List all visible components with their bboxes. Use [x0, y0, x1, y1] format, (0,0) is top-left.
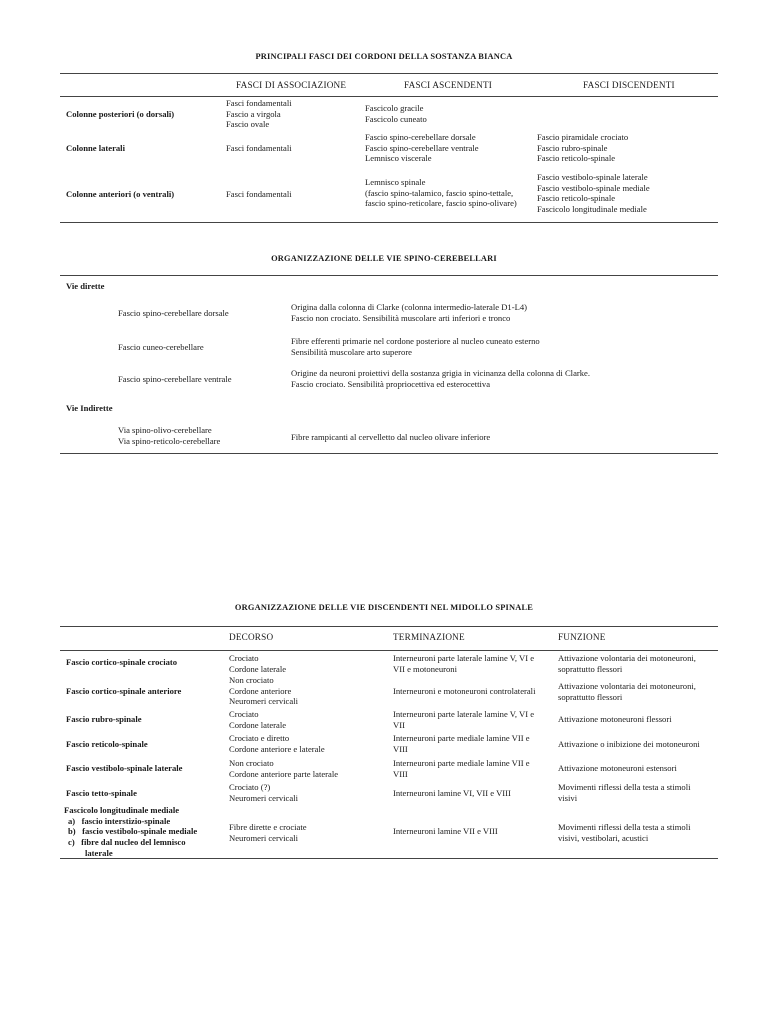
- function-cell: Attivazione o inibizione dei motoneuroni: [558, 739, 700, 749]
- termination-cell: Interneuroni parte mediale lamine VII e VIII: [393, 758, 530, 779]
- function-cell: Attivazione volontaria dei motoneuroni, soprattutto flessori: [558, 653, 696, 674]
- pathway-description: Fibre efferenti primarie nel cordone posteriore al nucleo cuneato esterno Sensibilità muscolare arto superore: [291, 336, 540, 357]
- table1-descending-cell: Fascio vestibolo-spinale laterale Fascio vestibolo-spinale mediale Fascio reticolo-spinale Fascicolo longitudinale mediale: [537, 172, 650, 214]
- table1-header-ascending: FASCI ASCENDENTI: [404, 80, 493, 90]
- course-cell: Crociato e diretto Cordone anteriore e laterale: [229, 733, 325, 754]
- termination-cell: Interneuroni parte laterale lamine V, VI e VII: [393, 709, 535, 730]
- pathway-name: Fascio spino-cerebellare dorsale: [118, 308, 229, 318]
- table1-title: PRINCIPALI FASCI DEI CORDONI DELLA SOSTANZA BIANCA: [255, 52, 513, 61]
- course-cell: Non crociato Cordone anteriore Neuromeri cervicali: [229, 675, 298, 707]
- table1-ascending-cell: Fascio spino-cerebellare dorsale Fascio spino-cerebellare ventrale Lemnisco viscerale: [365, 132, 479, 164]
- sublist-item-continuation: laterale: [85, 848, 113, 858]
- table3-top-rule: [60, 626, 718, 627]
- function-cell: Attivazione volontaria dei motoneuroni, soprattutto flessori: [558, 681, 696, 702]
- termination-cell: Interneuroni lamine VII e VIII: [393, 826, 498, 836]
- sublist-item: a) fascio interstizio-spinale: [68, 816, 171, 826]
- table1-header-rule: [60, 96, 718, 97]
- course-cell: Non crociato Cordone anteriore parte laterale: [229, 758, 339, 779]
- table3-header-course: DECORSO: [229, 632, 274, 642]
- termination-cell: Interneuroni parte mediale lamine VII e VIII: [393, 733, 530, 754]
- table1-bottom-rule: [60, 222, 718, 223]
- table1-ascending-cell: Lemnisco spinale (fascio spino-talamico, fascio spino-tettale, fascio spino-reticolare, fascio spino-olivare): [365, 177, 517, 209]
- table2-title: ORGANIZZAZIONE DELLE VIE SPINO-CEREBELLARI: [271, 254, 497, 263]
- table3-row-label: Fascio vestibolo-spinale laterale: [66, 763, 183, 773]
- table1-header-association: FASCI DI ASSOCIAZIONE: [236, 80, 347, 90]
- table3-header-termination: TERMINAZIONE: [393, 632, 465, 642]
- course-cell: Crociato Cordone laterale: [229, 709, 287, 730]
- pathway-description: Origina dalla colonna di Clarke (colonna intermedio-laterale D1-L4) Fascio non crociato. Sensibilità muscolare arti inferiori e tronco: [291, 302, 527, 323]
- table1-row-label: Colonne anteriori (o ventrali): [66, 189, 175, 199]
- pathway-description: Fibre rampicanti al cervelletto dal nucleo olivare inferiore: [291, 432, 491, 442]
- table3-header-rule: [60, 650, 718, 651]
- section-label-indirect: Vie Indirette: [66, 403, 113, 413]
- table3-row-label: Fascio cortico-spinale anteriore: [66, 686, 182, 696]
- course-cell: Fibre dirette e crociate Neuromeri cervicali: [229, 822, 307, 843]
- table1-descending-cell: Fascio piramidale crociato Fascio rubro-spinale Fascio reticolo-spinale: [537, 132, 629, 164]
- termination-cell: Interneuroni e motoneuroni controlaterali: [393, 686, 536, 696]
- section-label-direct: Vie dirette: [66, 281, 105, 291]
- table2-bottom-rule: [60, 453, 718, 454]
- pathway-name: Fascio cuneo-cerebellare: [118, 342, 204, 352]
- table3-title: ORGANIZZAZIONE DELLE VIE DISCENDENTI NEL MIDOLLO SPINALE: [234, 603, 534, 612]
- table1-association-cell: Fasci fondamentali: [226, 143, 292, 153]
- termination-cell: Interneuroni parte laterale lamine V, VI e VII e motoneuroni: [393, 653, 535, 674]
- function-cell: Movimenti riflessi della testa a stimoli visivi: [558, 782, 691, 803]
- table1-association-cell: Fasci fondamentali: [226, 189, 292, 199]
- table3-row-label: Fascio tetto-spinale: [66, 788, 137, 798]
- table1-association-cell: Fasci fondamentali Fascio a virgola Fascio ovale: [226, 98, 292, 130]
- table1-ascending-cell: Fascicolo gracile Fascicolo cuneato: [365, 103, 427, 124]
- table2-top-rule: [60, 275, 718, 276]
- function-cell: Movimenti riflessi della testa a stimoli visivi, vestibolari, acustici: [558, 822, 691, 843]
- pathway-name: Fascio spino-cerebellare ventrale: [118, 374, 232, 384]
- table1-top-rule: [60, 73, 718, 74]
- sublist-item: c) fibre dal nucleo del lemnisco: [68, 837, 186, 847]
- table1-header-descending: FASCI DISCENDENTI: [583, 80, 675, 90]
- course-cell: Crociato (?) Neuromeri cervicali: [229, 782, 298, 803]
- termination-cell: Interneuroni lamine VI, VII e VIII: [393, 788, 511, 798]
- course-cell: Crociato Cordone laterale: [229, 653, 287, 674]
- table3-header-function: FUNZIONE: [558, 632, 606, 642]
- table1-row-label: Colonne posteriori (o dorsali): [66, 109, 175, 119]
- table3-row-label: Fascicolo longitudinale mediale: [64, 805, 180, 815]
- sublist-item: b) fascio vestibolo-spinale mediale: [68, 826, 198, 836]
- pathway-name: Via spino-olivo-cerebellare Via spino-reticolo-cerebellare: [118, 425, 221, 446]
- function-cell: Attivazione motoneuroni flessori: [558, 714, 672, 724]
- function-cell: Attivazione motoneuroni estensori: [558, 763, 677, 773]
- table3-row-label: Fascio cortico-spinale crociato: [66, 657, 178, 667]
- table3-row-label: Fascio rubro-spinale: [66, 714, 142, 724]
- table1-row-label: Colonne laterali: [66, 143, 125, 153]
- table3-bottom-rule: [60, 858, 718, 859]
- table3-row-label: Fascio reticolo-spinale: [66, 739, 148, 749]
- pathway-description: Origine da neuroni proiettivi della sostanza grigia in vicinanza della colonna di Clarke. Fascio crociato. Sensibilità propriocettiva ed esterocettiva: [291, 368, 591, 389]
